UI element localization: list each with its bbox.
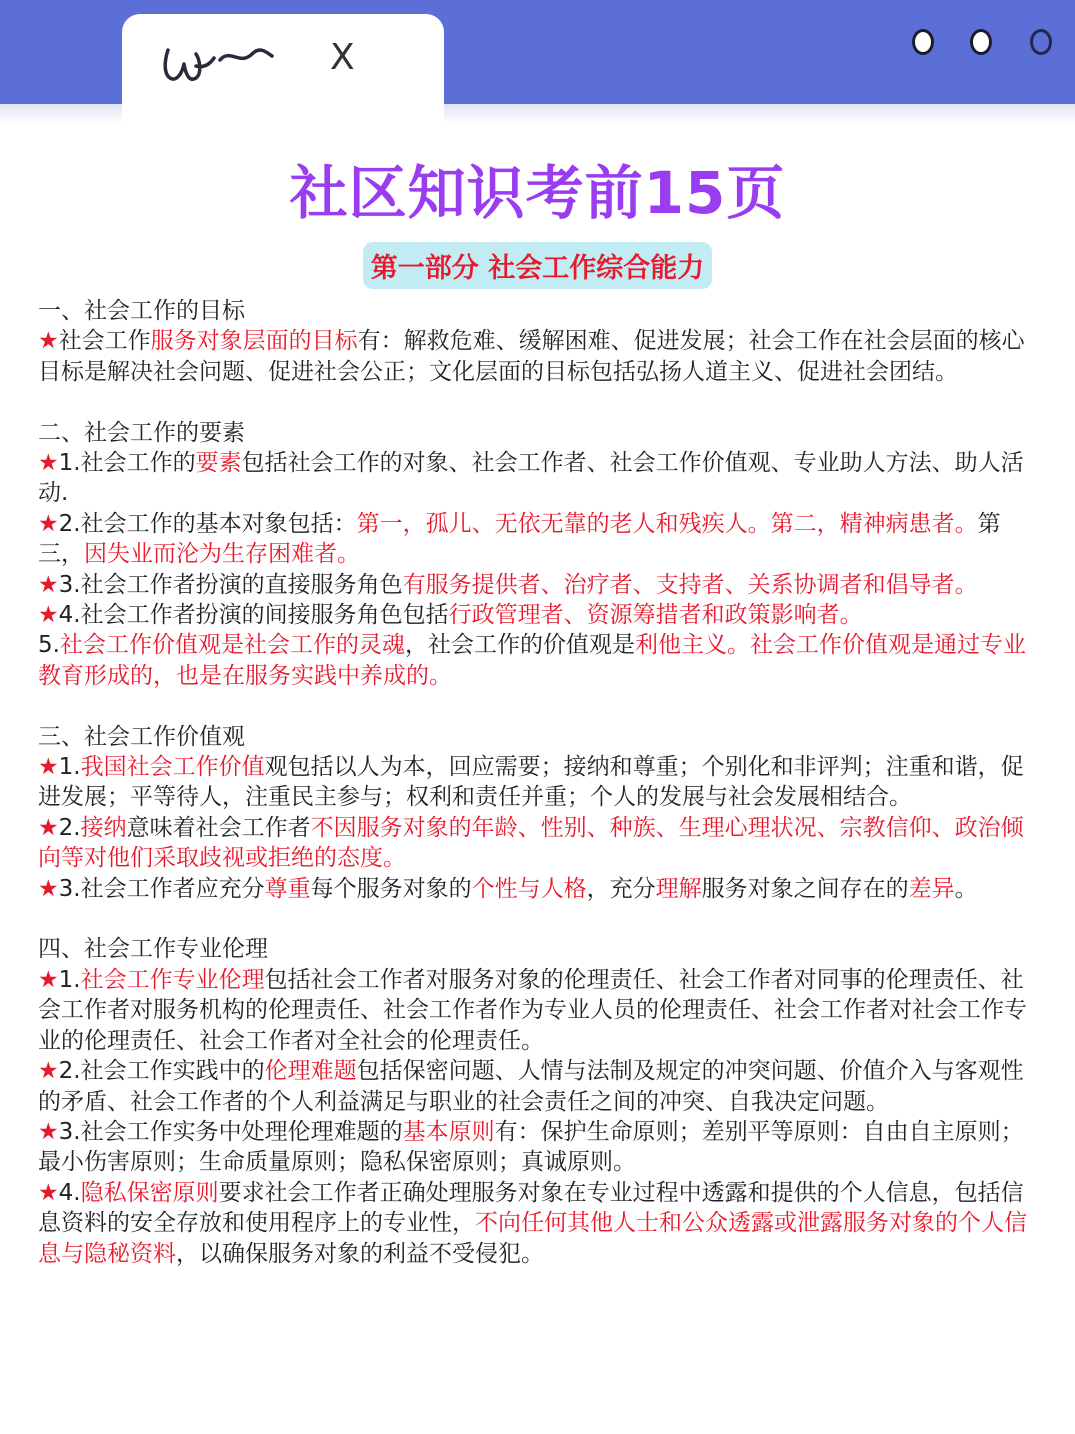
bullet-paragraph [38, 813, 1040, 874]
body-text: 1. [58, 966, 81, 993]
highlighted-text: 我国社会工作价值 [80, 754, 265, 781]
highlighted-text: 服务对象层面的目标 [150, 328, 358, 355]
star-icon: ★ [38, 754, 59, 781]
bullet-paragraph [38, 570, 1040, 600]
body-text: 第三， [38, 510, 1001, 568]
bullet-paragraph [38, 1178, 1040, 1269]
body-text: 1. [58, 754, 81, 781]
highlighted-text: 接纳 [80, 814, 127, 841]
star-icon: ★ [38, 571, 59, 598]
bullet-paragraph [38, 630, 1040, 691]
highlighted-text: 基本原则 [402, 1118, 495, 1145]
highlighted-text: 要素 [195, 450, 242, 477]
body-text: 意味着社会工作者 [126, 814, 311, 841]
body-text: 5. [38, 632, 60, 659]
star-icon: ★ [38, 1118, 59, 1145]
body-text: 3.社会工作实务中处理伦理难题的 [58, 1118, 403, 1145]
bullet-paragraph [38, 1056, 1040, 1117]
body-text: 4. [58, 1179, 81, 1206]
bullet-paragraph [38, 752, 1040, 813]
body-text: ，以确保服务对象的利益不受侵犯。 [176, 1240, 544, 1267]
bullet-paragraph [38, 326, 1040, 387]
section-gap [38, 691, 1040, 721]
highlighted-text: 伦理难题 [264, 1058, 357, 1085]
body-text: 每个服务对象的 [310, 875, 472, 902]
star-icon: ★ [38, 450, 59, 477]
bullet-paragraph [38, 509, 1040, 570]
page-title: 社区知识考前15页 [289, 159, 786, 227]
body-text: 包括保密问题、人情与法制及规定的冲突问题、价值介入与客观性的矛盾、社会工作者的个人利益满足与职业的社会责任之间的冲突、自我决定问题。 [38, 1058, 1024, 1115]
section-heading: 一、社会工作的目标 [38, 298, 245, 324]
window-dot-icon[interactable] [912, 29, 934, 55]
highlighted-text: 隐私保密原则 [80, 1179, 219, 1206]
body-text: 包括社会工作者对服务对象的伦理责任、社会工作者对同事的伦理责任、社会工作者对服务机构的伦理责任、社会工作者作为专业人员的伦理责任、社会工作者对社会工作专业的伦理责任、社会工作者对全社会的伦理责任。 [38, 966, 1027, 1054]
content-body [38, 296, 1040, 1269]
section-subtitle: 第一部分 社会工作综合能力 [363, 242, 712, 289]
star-icon: ★ [38, 510, 59, 537]
highlighted-text: 行政管理者、资源筹措者和政策影响者。 [448, 602, 863, 629]
highlighted-text: 不因服务对象的年龄、性别、种族、生理心理状况、宗教信仰、政治倾向等对他们采取歧视或拒绝的态度。 [38, 814, 1024, 872]
star-icon: ★ [38, 875, 59, 902]
highlighted-text: 有服务提供者、治疗者、支持者、关系协调者和倡导者。 [402, 571, 978, 598]
bullet-paragraph [38, 448, 1040, 509]
highlighted-text: 社会工作价值观是社会工作的灵魂 [59, 632, 405, 659]
handwritten-tab-label-icon [160, 38, 300, 88]
star-icon: ★ [38, 1058, 59, 1085]
tab-close-icon[interactable]: X [330, 37, 355, 78]
body-text: 3.社会工作者扮演的直接服务角色 [58, 571, 403, 598]
body-text: 3.社会工作者应充分 [58, 875, 265, 902]
bullet-paragraph [38, 1117, 1040, 1178]
highlighted-text: 因失业而沦为生存困难者。 [84, 541, 360, 568]
body-text: 有：保护生命原则；差别平等原则：自由自主原则；最小伤害原则；生命质量原则；隐私保密原则；真诚原则。 [38, 1118, 1024, 1176]
star-icon: ★ [38, 966, 59, 993]
body-text: 有：解救危难、缓解困难、促进发展；社会工作在社会层面的核心目标是解决社会问题、促进社会公正；文化层面的目标包括弘扬人道主义、促进社会团结。 [38, 328, 1025, 385]
star-icon: ★ [38, 1179, 59, 1206]
section-heading: 二、社会工作的要素 [38, 419, 245, 446]
star-icon: ★ [38, 814, 59, 841]
window-dot-outline-icon[interactable] [1030, 29, 1052, 55]
body-text: 观包括以人为本，回应需要；接纳和尊重；个别化和非评判；注重和谐，促进发展；平等待人，注重民主参与；权利和责任并重；个人的发展与社会发展相结合。 [38, 754, 1024, 811]
section-heading: 四、社会工作专业伦理 [38, 936, 268, 963]
body-text: 包括社会工作的对象、社会工作者、社会工作价值观、专业助人方法、助人活动. [38, 450, 1024, 507]
body-text: 。 [954, 875, 978, 902]
window-dot-icon[interactable] [970, 29, 992, 55]
highlighted-text: 理解 [655, 875, 702, 902]
body-text: 服务对象之间存在的 [701, 875, 909, 902]
body-text: 2.社会工作实践中的 [58, 1058, 265, 1085]
body-text: 1.社会工作的 [58, 450, 196, 477]
section-gap [38, 904, 1040, 934]
body-text: 社会工作 [58, 328, 151, 355]
star-icon: ★ [38, 328, 59, 355]
bullet-paragraph [38, 965, 1040, 1056]
highlighted-text: 个性与人格 [471, 875, 587, 902]
body-text: 2.社会工作的基本对象包括： [58, 510, 357, 537]
star-icon: ★ [38, 602, 59, 629]
bullet-paragraph [38, 874, 1040, 904]
highlighted-text: 差异 [908, 875, 955, 902]
section-gap [38, 387, 1040, 417]
body-text: 2. [58, 814, 81, 841]
highlighted-text: 社会工作专业伦理 [80, 966, 265, 993]
body-text: 4.社会工作者扮演的间接服务角色包括 [58, 602, 449, 629]
body-text: ，充分 [586, 875, 656, 902]
bullet-paragraph [38, 600, 1040, 630]
highlighted-text: 尊重 [264, 875, 311, 902]
section-heading: 三、社会工作价值观 [38, 723, 245, 750]
body-text: 要求社会工作者正确处理服务对象在专业过程中透露和提供的个人信息，包括信息资料的安全存放和使用程序上的专业性， [38, 1179, 1024, 1237]
highlighted-text: 不向任何其他人士和公众透露或泄露服务对象的个人信息与隐秘资料 [38, 1210, 1027, 1267]
body-text: ，社会工作的价值观是 [404, 632, 635, 659]
highlighted-text: 利他主义。社会工作价值观是通过专业教育形成的，也是在服务实践中养成的。 [38, 632, 1026, 689]
highlighted-text: 第一，孤儿、无依无靠的老人和残疾人。第二，精神病患者。 [356, 510, 978, 537]
